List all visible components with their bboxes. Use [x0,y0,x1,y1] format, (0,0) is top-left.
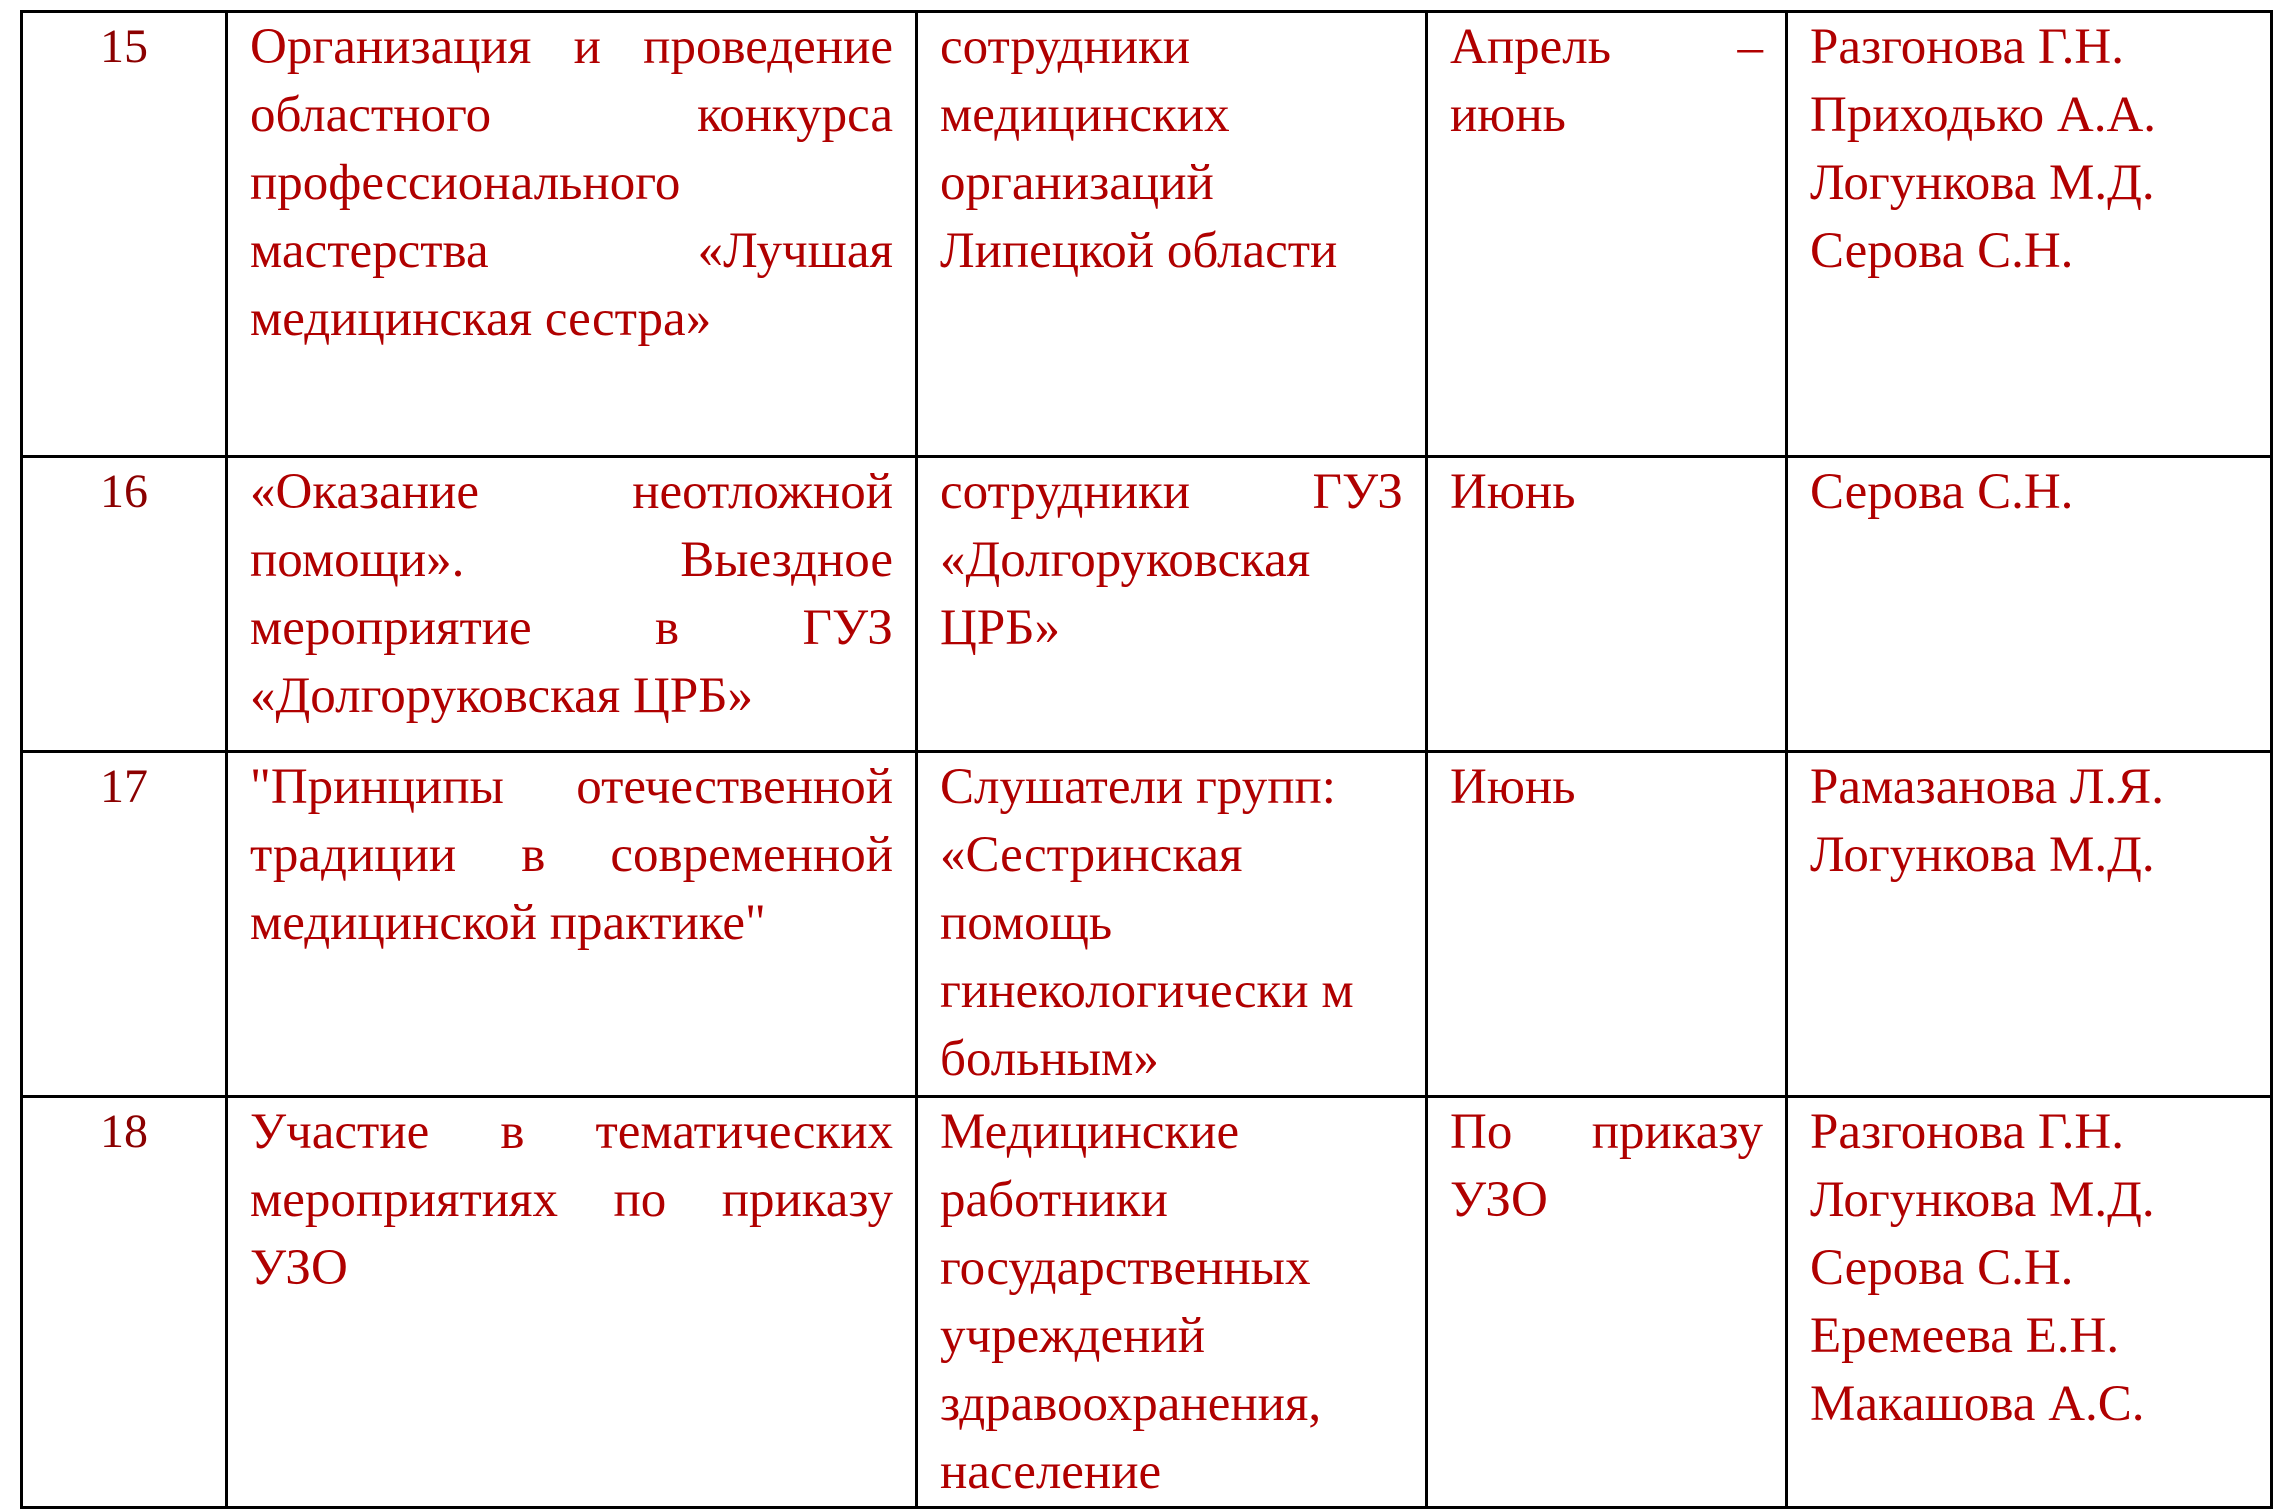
event-title: Организация и проведение областного конкурса профессионального мастерства «Лучшая медицинская сестра» [227,12,917,457]
participants: Слушатели групп: «Сестринская помощь гинекологически м больным» [917,752,1427,1097]
event-title: Участие в тематических мероприятиях по приказу УЗО [227,1097,917,1508]
row-number: 15 [22,12,227,457]
table-row [22,1097,2272,1508]
responsible-person: Приходько А.А. [1810,87,2157,143]
participants: сотрудники медицинских организаций Липецкой области [917,12,1427,457]
table-row [22,12,2272,457]
period: Апрель – июнь [1427,12,1787,457]
table-row [22,457,2272,752]
event-title: «Оказание неотложной помощи». Выездное мероприятие в ГУЗ «Долгоруковская ЦРБ» [227,457,917,752]
period: По приказу УЗО [1427,1097,1787,1508]
period: Июнь [1427,752,1787,1097]
participants: Медицинские работники государственных учреждений здравоохранения, население [917,1097,1427,1508]
responsible [1787,12,2272,457]
event-title: "Принципы отечественной традиции в современной медицинской практике" [227,752,917,1097]
row-number: 16 [22,457,227,752]
table-row [22,752,2272,1097]
responsible-person: Серова С.Н. [1810,1240,2074,1296]
responsible-person: Разгонова Г.Н. [1810,19,2124,75]
responsible-person: Рамазанова Л.Я. [1810,759,2165,815]
row-number: 18 [22,1097,227,1508]
responsible [1787,457,2272,752]
responsible-person: Макашова А.С. [1810,1376,2145,1432]
responsible-person: Логункова М.Д. [1810,155,2155,211]
responsible [1787,752,2272,1097]
events-plan-table [20,10,2273,1509]
responsible-person: Разгонова Г.Н. [1810,1104,2124,1160]
responsible-person: Логункова М.Д. [1810,1172,2155,1228]
responsible-person: Серова С.Н. [1810,464,2074,520]
responsible [1787,1097,2272,1508]
participants: сотрудники ГУЗ «Долгоруковская ЦРБ» [917,457,1427,752]
responsible-person: Еремеева Е.Н. [1810,1308,2120,1364]
responsible-person: Серова С.Н. [1810,223,2074,279]
period: Июнь [1427,457,1787,752]
row-number: 17 [22,752,227,1097]
responsible-person: Логункова М.Д. [1810,827,2155,883]
